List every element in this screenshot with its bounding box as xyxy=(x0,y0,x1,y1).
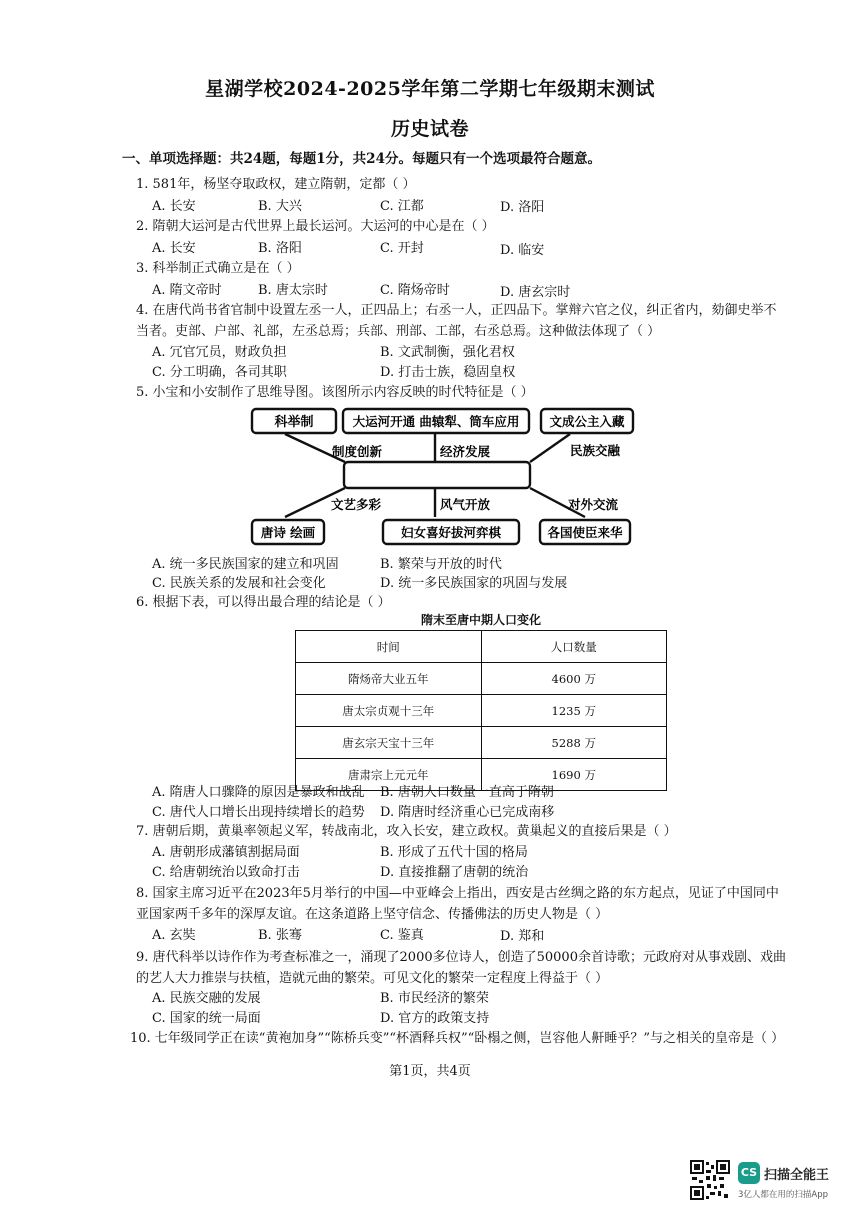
question-4-stem-line1: 4. 在唐代尚书省官制中设置左丞一人，正四品上；右丞一人，正四品下。掌辩六官之仪，纠正省内，劾御史举不 xyxy=(136,303,777,318)
mind-map-diagram xyxy=(240,404,640,552)
question-7-stem: 7. 唐朝后期，黄巢率领起义军，转战南北，攻入长安，建立政权。黄巢起义的直接后果是（ ） xyxy=(136,824,677,839)
question-3-option-b: B. 唐太宗时 xyxy=(258,283,328,298)
question-6-option-d: D. 隋唐时经济重心已完成南移 xyxy=(380,805,555,820)
question-4-stem-line2: 当者。吏部、户部、礼部，左丞总焉；兵部、刑部、工部，右丞总焉。这种做法体现了（ ） xyxy=(136,324,661,339)
exam-subtitle: 历史试卷 xyxy=(390,118,469,140)
box-poetry-text: 唐诗 绘画 xyxy=(260,525,316,540)
table-cell-population: 5288 万 xyxy=(481,727,667,759)
question-3-option-d: D. 唐玄宗时 xyxy=(500,285,571,300)
label-wenyi: 文艺多彩 xyxy=(331,497,382,512)
table-cell-population: 1235 万 xyxy=(481,695,667,727)
question-5-option-b: B. 繁荣与开放的时代 xyxy=(380,557,502,572)
question-4-option-a: A. 冗官冗员，财政负担 xyxy=(152,345,287,360)
label-zhidu: 制度创新 xyxy=(332,444,383,459)
box-wencheng-text: 文成公主入藏 xyxy=(549,414,625,429)
label-fengqi: 风气开放 xyxy=(440,497,491,512)
table-cell-time: 唐玄宗天宝十三年 xyxy=(296,727,482,759)
question-3-option-c: C. 隋炀帝时 xyxy=(380,283,450,298)
question-9-stem-line2: 的艺人大力推崇与扶植，造就元曲的繁荣。可见文化的繁荣一定程度上得益于（ ） xyxy=(136,971,609,986)
question-7-option-a: A. 唐朝形成藩镇割据局面 xyxy=(152,845,300,860)
table-cell-population: 4600 万 xyxy=(481,663,667,695)
question-4-option-d: D. 打击士族，稳固皇权 xyxy=(380,365,516,380)
table-header-row xyxy=(296,631,667,663)
page-number: 第1页，共4页 xyxy=(389,1064,471,1079)
table-row xyxy=(296,663,667,695)
table-cell-time: 唐太宗贞观十三年 xyxy=(296,695,482,727)
exam-title: 星湖学校2024-2025学年第二学期七年级期末测试 xyxy=(205,78,655,100)
question-8-stem-line1: 8. 国家主席习近平在2023年5月举行的中国—中亚峰会上指出，西安是古丝绸之路的东方起点，见证了中国同中 xyxy=(136,886,779,901)
table-row xyxy=(296,727,667,759)
question-5-stem: 5. 小宝和小安制作了思维导图。该图所示内容反映的时代特征是（ ） xyxy=(136,385,534,400)
table-cell-population: 1690 万 xyxy=(481,759,667,791)
table-header-population: 人口数量 xyxy=(481,631,667,663)
question-3-stem: 3. 科举制正式确立是在（ ） xyxy=(136,261,300,276)
box-women-text: 妇女喜好拔河弈棋 xyxy=(400,525,502,540)
camscanner-logo-icon: CS xyxy=(738,1162,760,1184)
question-7-option-c: C. 给唐朝统治以致命打击 xyxy=(152,865,300,880)
question-1-option-c: C. 江都 xyxy=(380,199,424,214)
question-4-option-b: B. 文武制衡，强化君权 xyxy=(380,345,515,360)
box-keju-text: 科举制 xyxy=(274,415,314,430)
scanner-tagline: 3亿人都在用的扫描App xyxy=(738,1190,829,1200)
question-5-option-a: A. 统一多民族国家的建立和巩固 xyxy=(152,557,339,572)
table-row xyxy=(296,695,667,727)
question-1-stem: 1. 581年，杨坚夺取政权，建立隋朝，定都（ ） xyxy=(136,177,416,192)
question-8-option-c: C. 鉴真 xyxy=(380,928,424,943)
question-9-option-d: D. 官方的政策支持 xyxy=(380,1011,490,1026)
center-box xyxy=(344,462,530,488)
question-8-option-b: B. 张骞 xyxy=(258,928,302,943)
question-8-option-a: A. 玄奘 xyxy=(152,928,196,943)
box-envoys-text: 各国使臣来华 xyxy=(547,525,623,540)
question-1-option-b: B. 大兴 xyxy=(258,199,302,214)
question-5-option-d: D. 统一多民族国家的巩固与发展 xyxy=(380,576,568,591)
question-8-stem-line2: 亚国家两千多年的深厚友谊。在这条道路上坚守信念、传播佛法的历史人物是（ ） xyxy=(136,907,609,922)
question-6-stem: 6. 根据下表，可以得出最合理的结论是（ ） xyxy=(136,595,391,610)
question-2-option-a: A. 长安 xyxy=(152,241,196,256)
label-duiwai: 对外交流 xyxy=(568,497,619,512)
population-table xyxy=(295,630,667,791)
question-9-option-a: A. 民族交融的发展 xyxy=(152,991,261,1006)
question-2-stem: 2. 隋朝大运河是古代世界上最长运河。大运河的中心是在（ ） xyxy=(136,219,495,234)
table-caption: 隋末至唐中期人口变化 xyxy=(420,613,541,627)
table-cell-time: 唐肃宗上元元年 xyxy=(296,759,482,791)
question-6-option-c: C. 唐代人口增长出现持续增长的趋势 xyxy=(152,805,365,820)
scanner-brand: 扫描全能王 xyxy=(764,1168,830,1183)
table-header-time: 时间 xyxy=(296,631,482,663)
question-7-option-d: D. 直接推翻了唐朝的统治 xyxy=(380,865,529,880)
section-heading: 一、单项选择题：共24题，每题1分，共24分。每题只有一个选项最符合题意。 xyxy=(122,151,601,167)
question-9-stem-line1: 9. 唐代科举以诗作作为考查标准之一，涌现了2000多位诗人，创造了50000余首诗歌；元政府对从事戏剧、戏曲 xyxy=(136,950,786,965)
qr-code-icon xyxy=(690,1160,730,1200)
table-cell-time: 隋炀帝大业五年 xyxy=(296,663,482,695)
question-8-option-d: D. 郑和 xyxy=(500,929,545,944)
question-1-option-a: A. 长安 xyxy=(152,199,196,214)
question-10-stem: 10. 七年级同学正在读“黄袍加身”“陈桥兵变”“杯酒释兵权”“卧榻之侧，岂容他人鼾睡乎？”与之相关的皇帝是（ ） xyxy=(130,1031,785,1046)
question-1-option-d: D. 洛阳 xyxy=(500,200,545,215)
question-4-option-c: C. 分工明确，各司其职 xyxy=(152,365,287,380)
question-3-option-a: A. 隋文帝时 xyxy=(152,283,222,298)
box-canal-text: 大运河开通 曲辕犁、筒车应用 xyxy=(352,414,520,429)
question-2-option-c: C. 开封 xyxy=(380,241,424,256)
label-minzu: 民族交融 xyxy=(570,443,621,458)
question-2-option-b: B. 洛阳 xyxy=(258,241,302,256)
label-jingji: 经济发展 xyxy=(440,444,491,459)
question-5-option-c: C. 民族关系的发展和社会变化 xyxy=(152,576,326,591)
question-9-option-b: B. 市民经济的繁荣 xyxy=(380,991,489,1006)
question-9-option-c: C. 国家的统一局面 xyxy=(152,1011,261,1026)
question-7-option-b: B. 形成了五代十国的格局 xyxy=(380,845,528,860)
question-2-option-d: D. 临安 xyxy=(500,243,545,258)
question-6-option-a: A. 隋唐人口骤降的原因是暴政和战乱 xyxy=(152,785,365,800)
question-6-option-b: B. 唐朝人口数量一直高于隋朝 xyxy=(380,785,554,800)
